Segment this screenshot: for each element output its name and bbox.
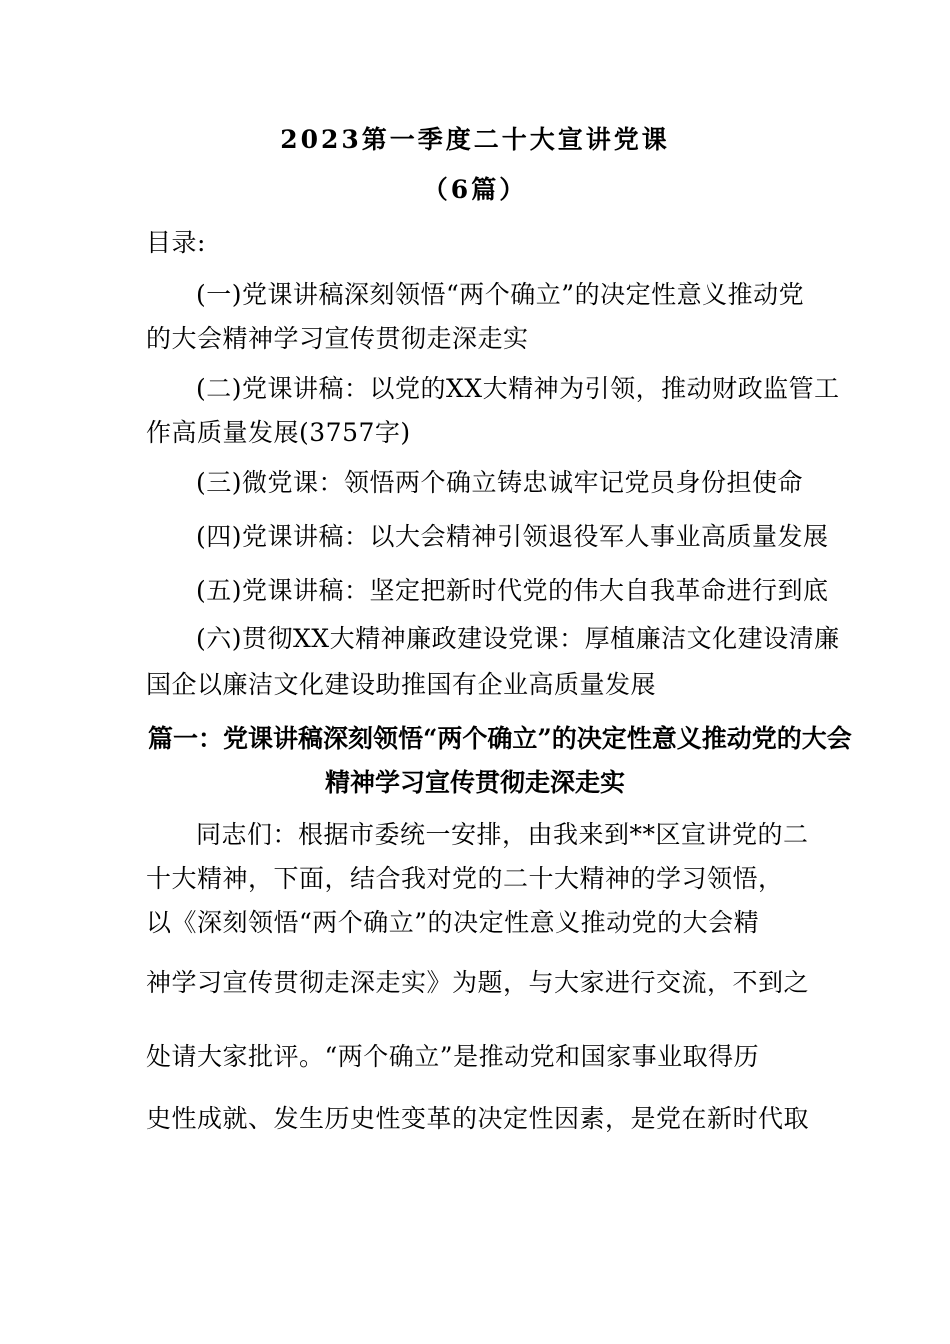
toc-item-5: (五)党课讲稿：坚定把新时代党的伟大自我革命进行到底 bbox=[196, 576, 829, 605]
toc-item-4: (四)党课讲稿：以大会精神引领退役军人事业高质量发展 bbox=[196, 522, 829, 551]
body-line-5: 处请大家批评。“两个确立”是推动党和国家事业取得历 bbox=[146, 1042, 760, 1071]
body-line-4: 神学习宣传贯彻走深走实》为题，与大家进行交流，不到之 bbox=[146, 968, 810, 997]
toc-item-3: (三)微党课：领悟两个确立铸忠诚牢记党员身份担使命 bbox=[196, 468, 804, 497]
toc-item-6-line-2: 国企以廉洁文化建设助推国有企业高质量发展 bbox=[146, 670, 657, 699]
body-line-6: 史性成就、发生历史性变革的决定性因素，是党在新时代取 bbox=[146, 1104, 810, 1133]
toc-item-2-line-1: (二)党课讲稿：以党的XX大精神为引领，推动财政监管工 bbox=[196, 374, 840, 403]
body-line-3: 以《深刻领悟“两个确立”的决定性意义推动党的大会精 bbox=[146, 908, 760, 937]
chapter-1-heading-line-1: 篇一：党课讲稿深刻领悟“两个确立”的决定性意义推动党的大会 bbox=[148, 724, 852, 753]
toc-item-2-line-2: 作高质量发展(3757字) bbox=[146, 418, 411, 447]
toc-item-1-line-2: 的大会精神学习宣传贯彻走深走实 bbox=[146, 324, 529, 353]
toc-item-6-line-1: (六)贯彻XX大精神廉政建设党课：厚植廉洁文化建设清廉 bbox=[196, 624, 840, 653]
document-subtitle: （6篇） bbox=[422, 175, 528, 204]
chapter-1-heading-line-2: 精神学习宣传贯彻走深走实 bbox=[324, 768, 625, 797]
body-line-2: 十大精神，下面，结合我对党的二十大精神的学习领悟， bbox=[146, 864, 784, 893]
document-title: 2023第一季度二十大宣讲党课 bbox=[280, 125, 670, 154]
toc-label: 目录: bbox=[146, 228, 206, 257]
toc-item-1-line-1: (一)党课讲稿深刻领悟“两个确立”的决定性意义推动党 bbox=[196, 280, 805, 309]
body-line-1: 同志们：根据市委统一安排，由我来到**区宣讲党的二 bbox=[196, 820, 809, 849]
